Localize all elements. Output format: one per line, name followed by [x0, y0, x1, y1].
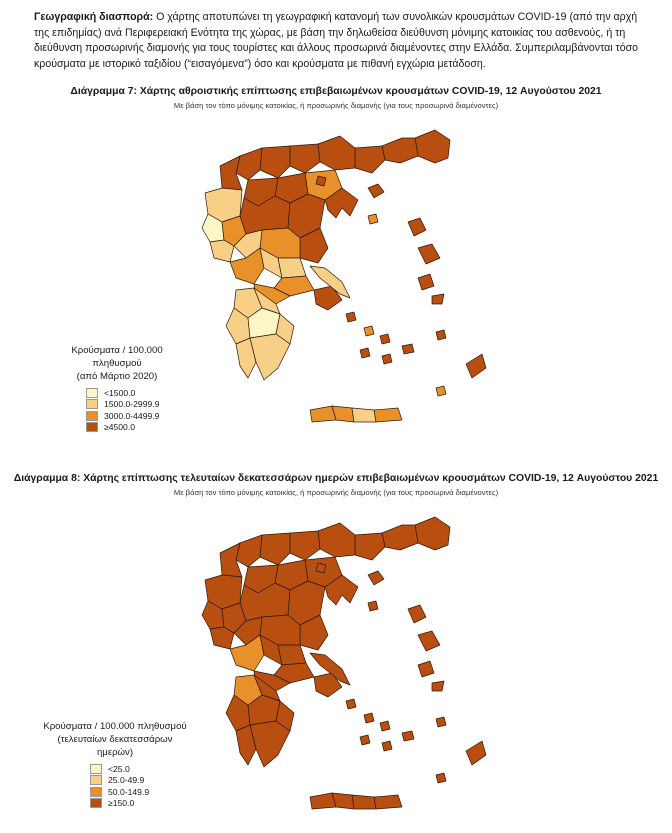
legend-swatch	[86, 399, 98, 409]
map-region	[436, 717, 446, 727]
legend-label: 25.0-49.9	[108, 775, 145, 786]
map-region	[368, 214, 378, 224]
map1-legend-item	[86, 387, 188, 399]
legend-label: ≥150.0	[108, 798, 135, 809]
map-region	[466, 354, 486, 378]
map-region	[364, 326, 374, 336]
legend-label: <1500.0	[104, 387, 136, 398]
map-region	[260, 533, 290, 565]
map1-legend-item	[86, 410, 188, 422]
map1-legend-item	[86, 399, 188, 411]
map-region	[290, 531, 320, 560]
map-region	[278, 258, 306, 278]
map-region	[408, 218, 426, 236]
map-region	[415, 517, 450, 550]
map-region	[318, 523, 355, 557]
map-region	[318, 136, 355, 170]
legend-swatch	[90, 787, 102, 797]
map-region	[432, 681, 444, 691]
map-region	[380, 334, 390, 344]
map-region	[380, 721, 390, 731]
map-region	[408, 605, 426, 623]
map-region	[360, 348, 370, 358]
map-region	[352, 795, 376, 809]
map1-title: Διάγραμμα 7: Χάρτης αθροιστικής επίπτωσης επιβεβαιωμένων κρουσμάτων COVID-19, 12 Αυγούστου 2021	[70, 86, 602, 97]
map-region	[346, 312, 356, 322]
map-region	[368, 601, 378, 611]
map-region	[364, 713, 374, 723]
map-region	[346, 699, 356, 709]
map-region	[352, 408, 376, 422]
map2-legend-subtitle: (τελευταίων δεκατεσσάρων ημερών)	[57, 734, 173, 758]
map-region	[402, 731, 414, 741]
map-region	[236, 535, 262, 567]
map-region	[382, 354, 392, 364]
map-region	[290, 144, 320, 173]
map1-legend-subtitle: (από Μάρτιο 2020)	[76, 371, 158, 382]
legend-swatch	[90, 775, 102, 785]
map-region	[368, 571, 384, 585]
legend-swatch	[86, 411, 98, 421]
map-region	[250, 721, 290, 767]
map2-legend-item	[90, 786, 190, 798]
map-region	[382, 525, 418, 550]
map-region	[436, 773, 446, 783]
map-region	[432, 294, 444, 304]
map1-legend-item	[86, 422, 188, 434]
legend-label: 3000.0-4499.9	[104, 410, 160, 421]
legend-swatch	[86, 388, 98, 398]
map1-legend	[46, 344, 188, 433]
map-region	[466, 741, 486, 765]
map2-legend-title: Κρούσματα / 100.000 πληθυσμού	[43, 721, 187, 732]
legend-swatch	[86, 422, 98, 432]
map-region	[436, 330, 446, 340]
map-region	[316, 563, 326, 573]
map2-title: Διάγραμμα 8: Χάρτης επίπτωσης τελευταίων δεκατεσσάρων ημερών επιβεβαιωμένων κρουσμάτων COVID-19, 12 Αυγούστου 2021	[13, 473, 659, 484]
map-region	[402, 344, 414, 354]
map2-legend-item	[90, 798, 190, 810]
intro-paragraph	[34, 10, 654, 72]
map-region	[355, 146, 385, 173]
map-region	[360, 735, 370, 745]
map-region	[418, 661, 434, 677]
map-region	[250, 334, 290, 380]
map1-subtitle: Με βάση τον τόπο μόνιμης κατοικίας, ή προσωρινής διαμονής (για τους προσωρινά διαμένοντες)	[173, 101, 499, 110]
legend-swatch	[90, 764, 102, 774]
map-region	[382, 741, 392, 751]
legend-label: ≥4500.0	[104, 422, 136, 433]
map2-legend	[40, 720, 190, 809]
map1-legend-title: Κρούσματα / 100.000 πληθυσμού	[71, 345, 163, 369]
intro-text: Ο χάρτης αποτυπώνει τη γεωγραφική κατανομή των συνολικών κρουσμάτων COVID-19 (από την αρχή της επιδημίας) ανά Περιφερειακή Ενότητα της χώρας, με βάση την δηλωθείσα διεύθυνση μόνιμης κατοικίας του ασθενούς, ή τη διεύθυνση προσωρινής διαμονής για τους τουρίστες και άλλους προσωρινά διαμένοντες στην Ελλάδα. Συμπεριλαμβάνονται τόσο κρούσματα με ιστορικό ταξιδίου (“εισαγόμενα”) όσο και κρούσματα με πιθανή εγχώρια μετάδοση.	[34, 11, 639, 70]
legend-label: <25.0	[108, 763, 130, 774]
map-region	[278, 645, 306, 665]
map2-legend-item	[90, 763, 190, 775]
map-region	[418, 274, 434, 290]
greece-map-cumulative	[150, 118, 520, 438]
map-region	[236, 148, 262, 180]
legend-label: 50.0-149.9	[108, 786, 150, 797]
map-region	[415, 130, 450, 163]
map-region	[355, 533, 385, 560]
map-region	[382, 138, 418, 163]
greece-map-14days	[150, 500, 520, 830]
map-region	[260, 146, 290, 178]
legend-swatch	[90, 798, 102, 808]
map-region	[310, 793, 336, 809]
map-region	[374, 795, 402, 809]
map-region	[418, 244, 440, 264]
map2-legend-item	[90, 775, 190, 787]
map2-subtitle: Με βάση τον τόπο μόνιμης κατοικίας, ή προσωρινής διαμονής (για τους προσωρινά διαμένοντες)	[173, 488, 499, 497]
map-region	[310, 406, 336, 422]
map-region	[374, 408, 402, 422]
intro-label: Γεωγραφική διασπορά:	[34, 11, 154, 23]
map-region	[368, 184, 384, 198]
map-region	[436, 386, 446, 396]
legend-label: 1500.0-2999.9	[104, 399, 160, 410]
map-region	[316, 176, 326, 186]
map-region	[418, 631, 440, 651]
